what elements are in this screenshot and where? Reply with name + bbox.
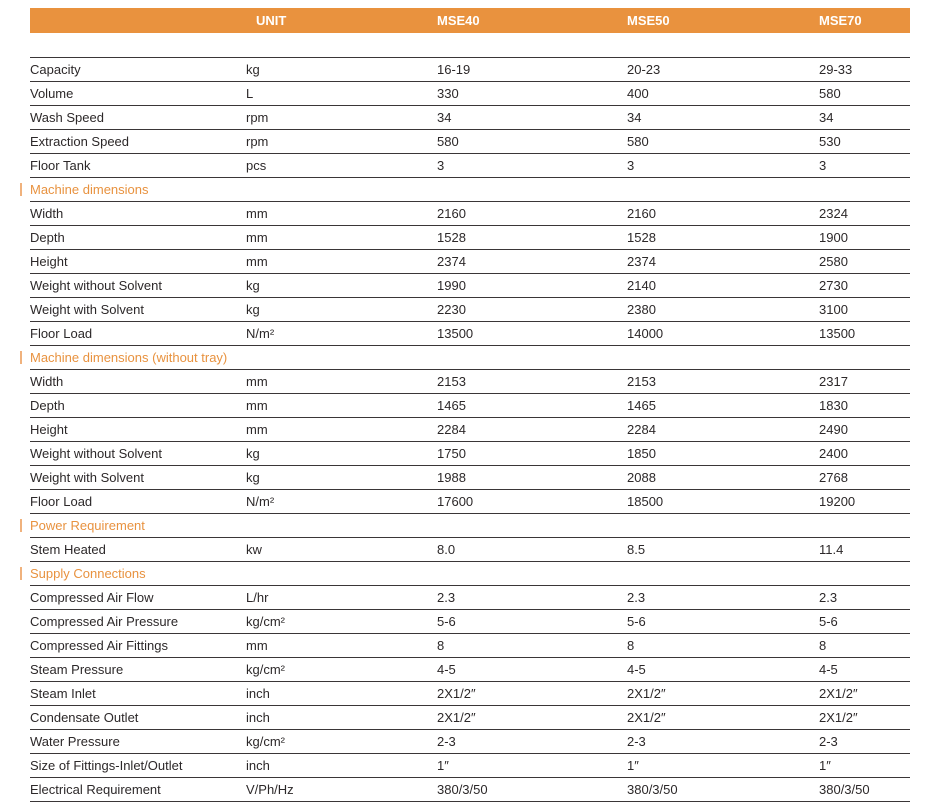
spec-value-mse50: 2X1/2″ [627,686,666,701]
spec-label: Weight with Solvent [30,470,144,485]
spec-value-mse50: 3 [627,158,635,173]
spec-value-mse40: 2X1/2″ [437,710,476,725]
spec-value-mse50: 2-3 [627,734,646,749]
spec-label: Depth [30,230,65,245]
table-header-bar [30,8,910,33]
spec-value-mse40: 3 [437,158,445,173]
spec-value-mse50: 2.3 [627,590,646,605]
spec-value-mse70: 2580 [819,254,848,269]
spec-unit: inch [246,758,270,773]
spec-label: Compressed Air Pressure [30,614,179,629]
section-heading-row [30,562,910,586]
spec-value-mse70: 2-3 [819,734,838,749]
spec-label: Compressed Air Flow [30,590,154,605]
section-heading-row [30,178,910,202]
spec-value-mse40: 8.0 [437,542,456,557]
spec-row [30,754,910,778]
spec-unit: rpm [246,134,269,149]
spec-label: Condensate Outlet [30,710,139,725]
spec-value-mse40: 2284 [437,422,466,437]
spec-value-mse40: 2X1/2″ [437,686,476,701]
spec-value-mse40: 2160 [437,206,466,221]
spec-value-mse50: 4-5 [627,662,646,677]
spec-value-mse50: 2160 [627,206,656,221]
column-header-mse50: MSE50 [627,13,670,28]
spec-label: Wash Speed [30,110,104,125]
spec-value-mse40: 34 [437,110,452,125]
spec-value-mse70: 2730 [819,278,848,293]
spec-value-mse70: 2X1/2″ [819,710,858,725]
spec-row [30,274,910,298]
spec-row [30,130,910,154]
spec-unit: pcs [246,158,267,173]
section-title: Machine dimensions (without tray) [30,350,228,365]
spec-value-mse40: 380/3/50 [437,782,488,797]
spec-value-mse50: 2374 [627,254,656,269]
spec-value-mse70: 530 [819,134,841,149]
spec-label: Size of Fittings-Inlet/Outlet [30,758,183,773]
spec-unit: mm [246,254,268,269]
spec-value-mse50: 2380 [627,302,656,317]
spec-value-mse50: 1465 [627,398,656,413]
spec-unit: mm [246,230,268,245]
spec-label: Electrical Requirement [30,782,161,797]
spec-value-mse40: 2374 [437,254,466,269]
spec-value-mse70: 2768 [819,470,848,485]
spec-label: Compressed Air Fittings [30,638,168,653]
spec-label: Width [30,374,64,389]
spec-value-mse70: 1830 [819,398,848,413]
spec-row [30,370,910,394]
spec-unit: mm [246,422,268,437]
spec-row [30,538,910,562]
spec-value-mse40: 16-19 [437,62,471,77]
spec-unit: kg [246,446,260,461]
spec-label: Water Pressure [30,734,120,749]
spec-unit: inch [246,710,270,725]
spec-value-mse70: 8 [819,638,827,653]
spec-unit: kw [246,542,262,557]
spec-row [30,250,910,274]
spec-label: Floor Load [30,494,93,509]
spec-label: Steam Inlet [30,686,96,701]
spec-row [30,682,910,706]
spec-label: Floor Load [30,326,93,341]
spec-value-mse50: 20-23 [627,62,661,77]
spec-value-mse40: 8 [437,638,445,653]
spec-row [30,658,910,682]
spec-row [30,58,910,82]
spec-value-mse70: 2490 [819,422,848,437]
spec-row [30,610,910,634]
section-title: Power Requirement [30,518,145,533]
spec-label: Weight without Solvent [30,446,162,461]
spec-unit: mm [246,374,268,389]
spec-value-mse70: 2X1/2″ [819,686,858,701]
spec-unit: N/m² [246,326,275,341]
spec-value-mse40: 580 [437,134,459,149]
spec-unit: kg [246,62,260,77]
spec-value-mse50: 400 [627,86,649,101]
spec-unit: rpm [246,110,269,125]
spec-value-mse40: 2230 [437,302,466,317]
spec-row [30,706,910,730]
spec-value-mse70: 11.4 [819,542,844,557]
spec-value-mse40: 5-6 [437,614,456,629]
spec-row [30,730,910,754]
spec-value-mse70: 13500 [819,326,856,341]
spec-value-mse40: 13500 [437,326,474,341]
spec-label: Stem Heated [30,542,106,557]
spec-value-mse40: 17600 [437,494,474,509]
spec-value-mse50: 2153 [627,374,656,389]
spec-value-mse40: 2.3 [437,590,456,605]
spec-row [30,106,910,130]
spec-row [30,634,910,658]
spec-value-mse40: 1990 [437,278,466,293]
spec-value-mse50: 5-6 [627,614,646,629]
spec-label: Floor Tank [30,158,91,173]
spec-value-mse50: 2088 [627,470,656,485]
spec-value-mse40: 1988 [437,470,466,485]
spec-value-mse70: 4-5 [819,662,838,677]
spec-value-mse70: 2400 [819,446,848,461]
spec-row [30,82,910,106]
column-header-mse70: MSE70 [819,13,862,28]
spec-row [30,586,910,610]
spec-value-mse40: 1750 [437,446,466,461]
spec-value-mse50: 1″ [627,758,639,773]
spec-value-mse40: 2-3 [437,734,456,749]
section-title: Machine dimensions [30,182,149,197]
spec-label: Extraction Speed [30,134,130,149]
spec-value-mse50: 580 [627,134,649,149]
spec-label: Width [30,206,64,221]
spec-unit: kg/cm² [246,662,285,677]
spec-value-mse70: 3 [819,158,827,173]
spec-label: Volume [30,86,74,101]
spec-value-mse50: 1850 [627,446,656,461]
spec-unit: L/hr [246,590,269,605]
spec-value-mse50: 2140 [627,278,656,293]
spec-value-mse70: 1″ [819,758,831,773]
spec-value-mse50: 1528 [627,230,656,245]
spec-value-mse70: 2317 [819,374,848,389]
spec-label: Height [30,422,68,437]
spec-unit: kg [246,470,260,485]
spec-label: Weight with Solvent [30,302,144,317]
spec-row [30,298,910,322]
spec-value-mse40: 4-5 [437,662,456,677]
spec-value-mse70: 29-33 [819,62,853,77]
section-title: Supply Connections [30,566,146,581]
spec-row [30,418,910,442]
spec-unit: kg/cm² [246,614,285,629]
spec-table-body [30,57,910,802]
spec-unit: L [246,86,254,101]
spec-unit: N/m² [246,494,275,509]
spec-unit: mm [246,398,268,413]
spec-value-mse70: 5-6 [819,614,838,629]
spec-value-mse40: 1465 [437,398,466,413]
spec-value-mse40: 330 [437,86,459,101]
spec-value-mse50: 8.5 [627,542,646,557]
spec-unit: V/Ph/Hz [246,782,294,797]
spec-value-mse50: 2284 [627,422,656,437]
spec-value-mse70: 380/3/50 [819,782,870,797]
spec-row [30,202,910,226]
section-heading-row [30,514,910,538]
spec-value-mse40: 1528 [437,230,466,245]
spec-label: Capacity [30,62,81,77]
spec-value-mse40: 2153 [437,374,466,389]
spec-unit: mm [246,206,268,221]
spec-row [30,322,910,346]
spec-label: Height [30,254,68,269]
spec-value-mse50: 18500 [627,494,664,509]
spec-value-mse50: 380/3/50 [627,782,678,797]
spec-label: Steam Pressure [30,662,124,677]
section-heading-row [30,346,910,370]
spec-row [30,490,910,514]
column-header-unit: UNIT [256,13,287,28]
spec-unit: mm [246,638,268,653]
spec-row [30,442,910,466]
spec-row [30,394,910,418]
column-header-mse40: MSE40 [437,13,480,28]
spec-value-mse50: 14000 [627,326,664,341]
spec-value-mse70: 2.3 [819,590,838,605]
spec-row [30,466,910,490]
spec-unit: kg [246,302,260,317]
spec-label: Weight without Solvent [30,278,162,293]
spec-value-mse70: 1900 [819,230,848,245]
spec-row [30,778,910,802]
spec-value-mse70: 2324 [819,206,848,221]
spec-label: Depth [30,398,65,413]
spec-value-mse40: 1″ [437,758,449,773]
spec-value-mse70: 580 [819,86,841,101]
spec-value-mse70: 3100 [819,302,848,317]
spec-value-mse70: 34 [819,110,834,125]
spec-unit: kg [246,278,260,293]
spec-unit: inch [246,686,270,701]
spec-value-mse50: 2X1/2″ [627,710,666,725]
spec-value-mse50: 8 [627,638,635,653]
spec-row [30,154,910,178]
spec-value-mse70: 19200 [819,494,856,509]
spec-value-mse50: 34 [627,110,642,125]
spec-unit: kg/cm² [246,734,285,749]
spec-row [30,226,910,250]
